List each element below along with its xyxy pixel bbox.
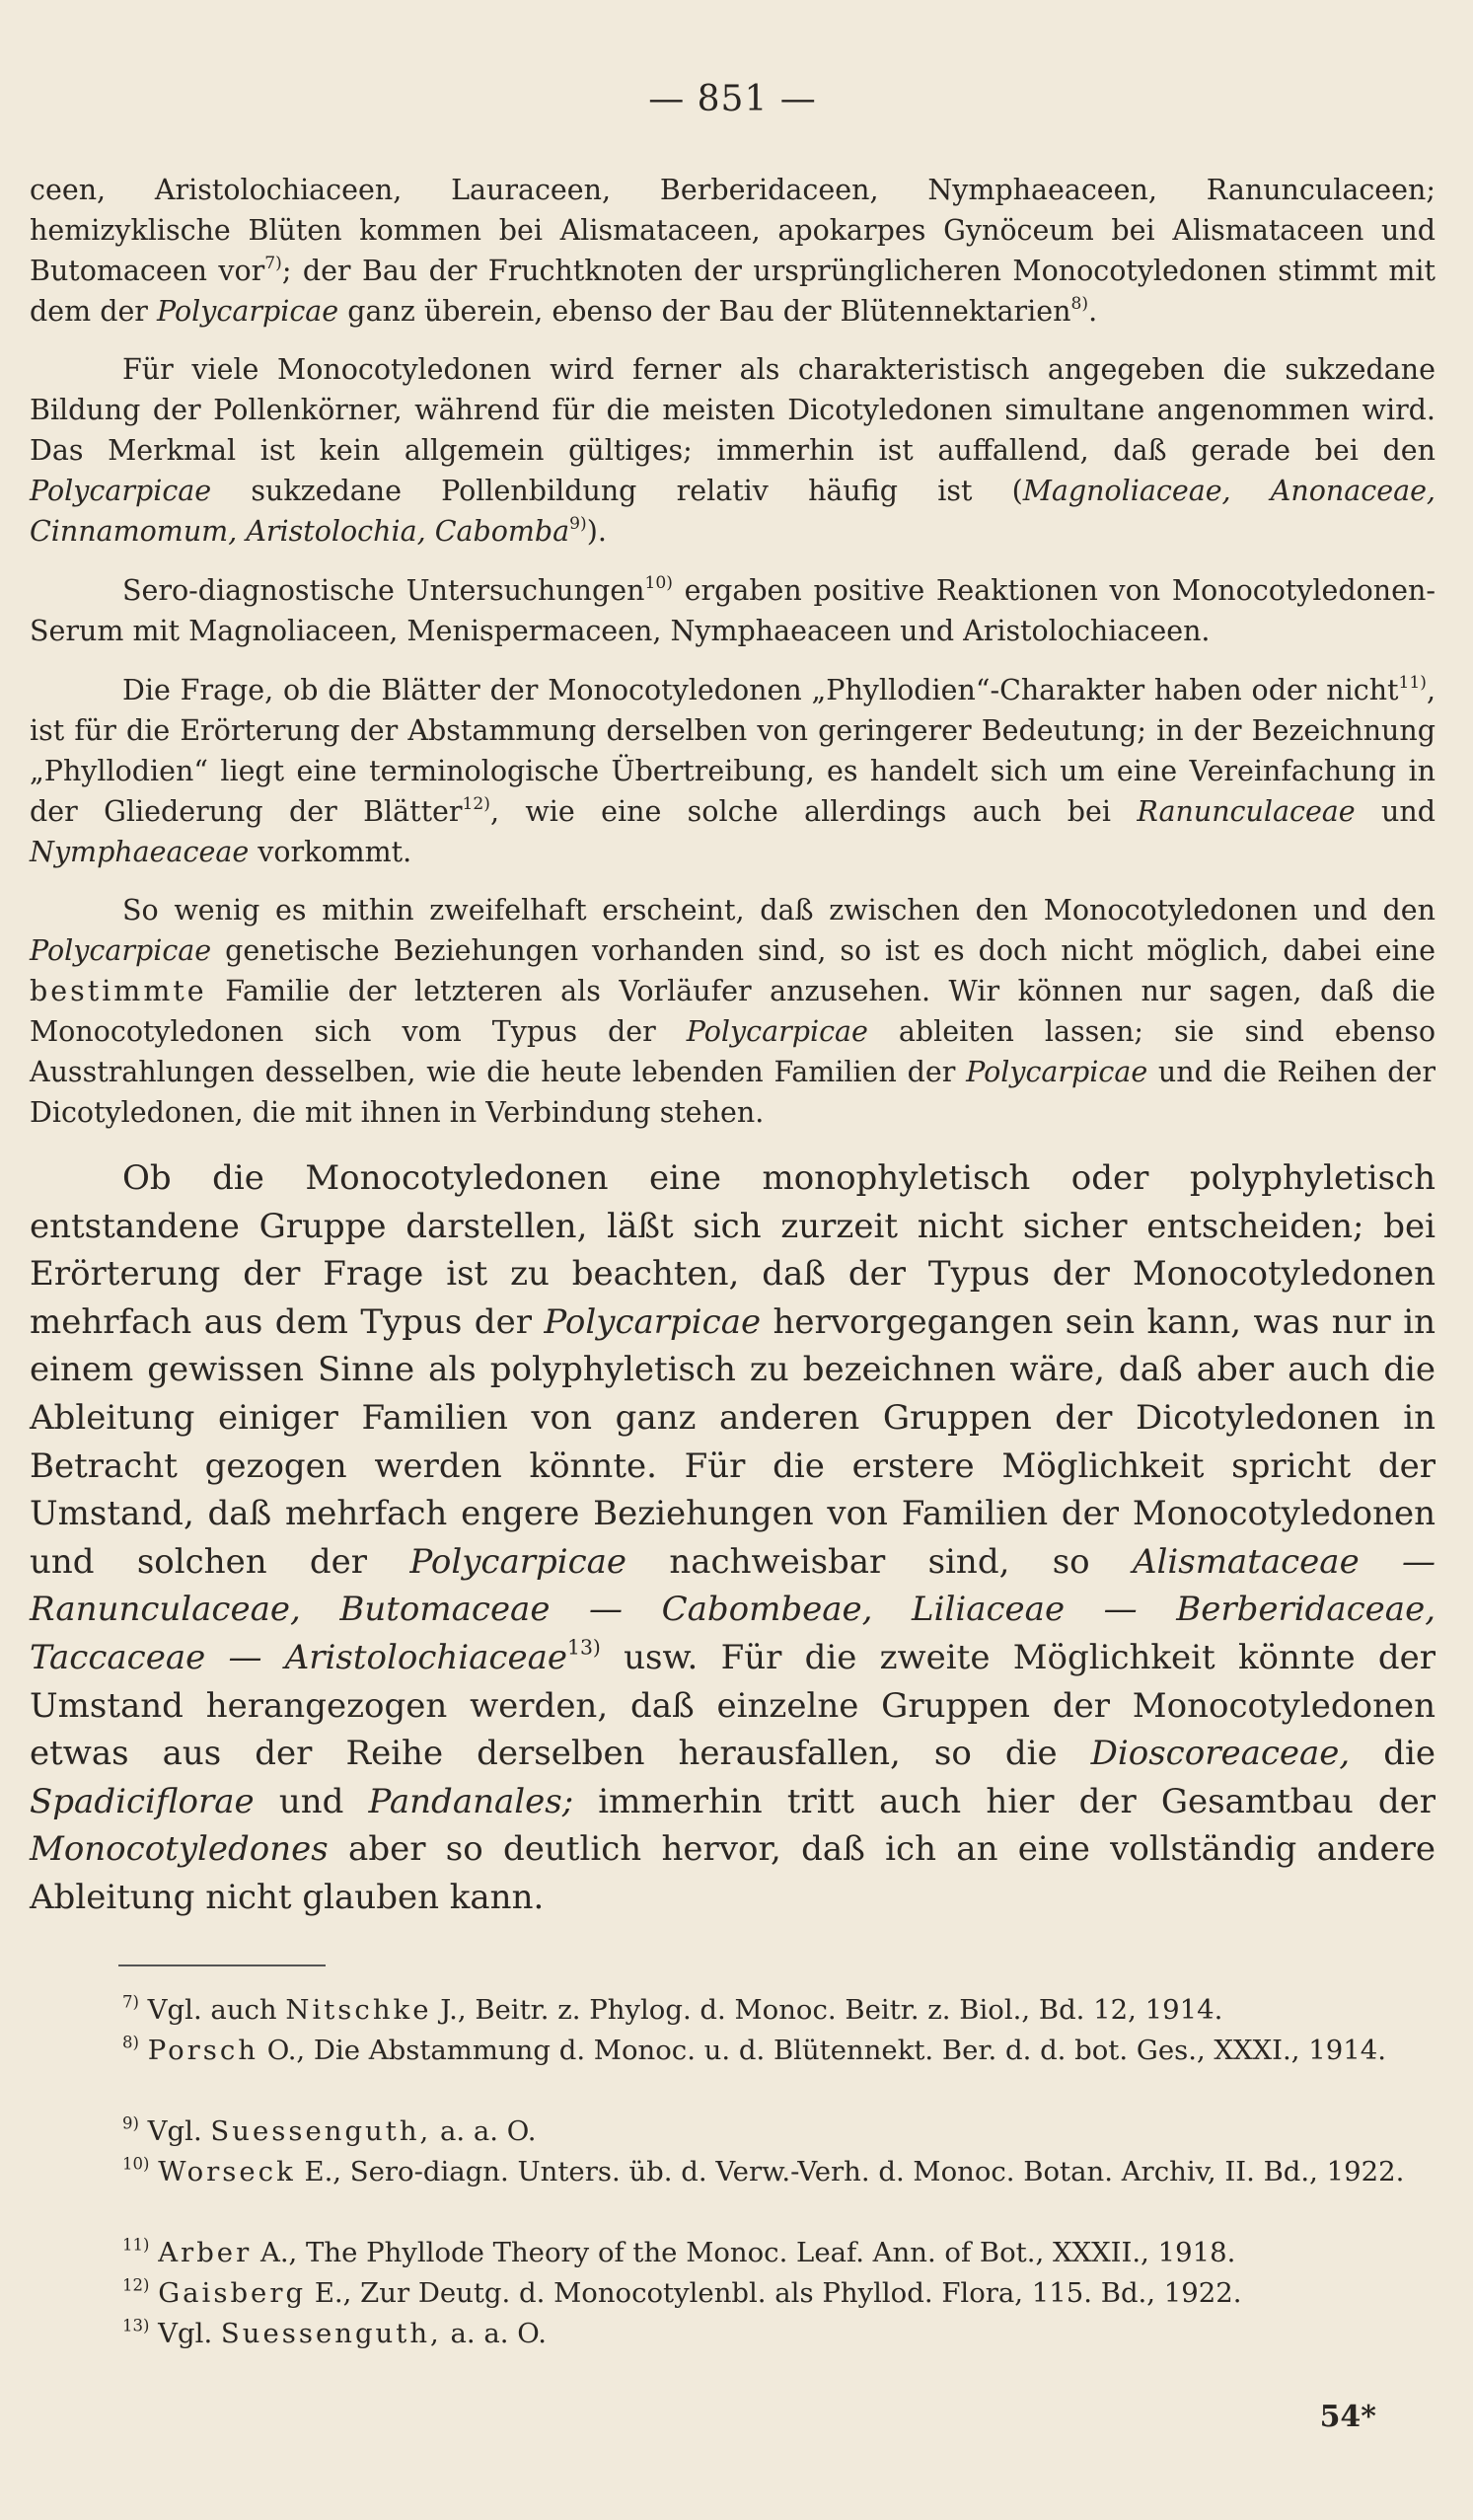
italic-run: Polycarpicae bbox=[30, 934, 212, 967]
text-run: E., Sero-diagn. Unters. üb. d. Verw.-Verh. d. Monoc. Botan. Archiv, II. Bd., 1922. bbox=[295, 2156, 1405, 2187]
spaced-run: Nitschke bbox=[285, 1994, 432, 2026]
footnote-divider bbox=[118, 1964, 326, 1966]
footnote-marker: 11) bbox=[122, 2235, 150, 2255]
footnote-11 bbox=[30, 2233, 1436, 2273]
footnote-marker: 11) bbox=[1398, 673, 1427, 694]
italic-run: Spadiciflorae bbox=[30, 1781, 255, 1821]
text-run: E., Zur Deutg. d. Monocotylenbl. als Phyllod. Flora, 115. Bd., 1922. bbox=[306, 2277, 1242, 2309]
footnote-marker: 13) bbox=[122, 2316, 150, 2335]
footnote-marker: 8) bbox=[122, 2033, 139, 2052]
italic-run: Polycarpicae bbox=[966, 1056, 1148, 1088]
paragraph-4 bbox=[30, 670, 1436, 872]
paragraph-1 bbox=[30, 170, 1436, 332]
text-run: usw. Für die zweite Möglichkeit könnte der Umstand herangezogen werden, daß einzelne Gruppen der Monocotyledonen etwas aus der Reihe derselben herausfallen, so die bbox=[30, 1637, 1436, 1774]
text-run: Vgl. auch bbox=[138, 1994, 286, 2026]
italic-run: Polycarpicae bbox=[686, 1015, 868, 1048]
text-run: vorkommt. bbox=[249, 836, 412, 868]
footnote-marker: 12) bbox=[462, 794, 490, 815]
footnote-marker: 10) bbox=[644, 573, 673, 594]
spaced-run: bestimmte bbox=[30, 975, 207, 1007]
italic-run: Polycarpicae bbox=[30, 475, 212, 507]
text-run: ceen, Aristolochiaceen, Lauraceen, Berberidaceen, Nymphaeaceen, Ranunculaceen; hemizyklische Blüten kommen bei Alismataceen, apokarpes Gynöceum bei Alismataceen und Butomaceen vor bbox=[30, 174, 1436, 287]
printer-signature: 54* bbox=[1319, 2400, 1376, 2434]
text-run: genetische Beziehungen vorhanden sind, so ist es doch nicht möglich, dabei eine bbox=[211, 934, 1436, 967]
text-run: ableiten lassen; sie sind ebenso Ausstrahlungen desselben, wie die heute lebenden Familien der bbox=[30, 1015, 1436, 1088]
footnote-9 bbox=[30, 2112, 1436, 2152]
text-run: Familie der letzteren als Vorläufer anzusehen. Wir können nur sagen, daß die Monocotyledonen sich vom Typus der bbox=[30, 975, 1436, 1048]
text-run: O., Die Abstammung d. Monoc. u. d. Blütennekt. Ber. d. d. bot. Ges., XXXI., 1914. bbox=[258, 2035, 1386, 2066]
spaced-run: Worseck bbox=[158, 2156, 296, 2187]
italic-run: Nymphaeaceae bbox=[30, 836, 250, 868]
footnote-13 bbox=[30, 2314, 1436, 2354]
text-run: und bbox=[1355, 795, 1436, 828]
page-number: — 851 — bbox=[648, 79, 817, 119]
text-run: sukzedane Pollenbildung relativ häufig ist ( bbox=[211, 475, 1023, 507]
text-run: immerhin tritt auch hier der Gesamtbau der bbox=[573, 1781, 1436, 1821]
text-run: die bbox=[1350, 1734, 1436, 1774]
text-run: ergaben positive Reaktionen von Monocotyledonen-Serum mit Magnoliaceen, Menispermaceen, Nymphaeaceen und Aristolochiaceen. bbox=[30, 574, 1436, 647]
footnote-marker: 9) bbox=[569, 514, 587, 535]
spaced-run: Gaisberg bbox=[158, 2277, 307, 2309]
paragraph-6 bbox=[30, 1154, 1436, 1922]
italic-run: Ranunculaceae bbox=[1137, 795, 1356, 828]
text-run: . bbox=[1088, 295, 1098, 328]
text-run: A., The Phyllode Theory of the Monoc. Leaf. Ann. of Bot., XXXII., 1918. bbox=[252, 2237, 1236, 2268]
text-run: Ob die Monocotyledonen eine monophyletisch oder polyphyletisch entstandene Gruppe darstellen, läßt sich zurzeit nicht sicher entscheiden; bei Erörterung der Frage ist zu beachten, daß der Typus der Monocotyledonen mehrfach aus dem Typus der bbox=[30, 1158, 1436, 1342]
italic-run: Dioscoreaceae, bbox=[1090, 1734, 1351, 1774]
footnote-marker: 9) bbox=[122, 2113, 139, 2133]
footnote-7 bbox=[30, 1990, 1436, 2031]
text-run: hervorgegangen sein kann, was nur in einem gewissen Sinne als polyphyletisch zu bezeichnen wäre, daß aber auch die Ableitung einiger Familien von ganz anderen Gruppen der Dicotyledonen in Betracht gezogen werden könnte. Für die erstere Möglichkeit spricht der Umstand, daß mehrfach engere Beziehungen von Familien der Monocotyledonen und solchen der bbox=[30, 1301, 1436, 1582]
footnote-10 bbox=[30, 2152, 1436, 2192]
italic-run: Magnoliaceae, Anonaceae, Cinnamomum, Aristolochia, Cabomba bbox=[30, 475, 1436, 548]
italic-run: Pandanales; bbox=[368, 1781, 574, 1821]
text-run bbox=[149, 2156, 158, 2187]
footnote-marker: 8) bbox=[1070, 294, 1089, 315]
italic-run: Polycarpicae bbox=[157, 295, 339, 328]
text-run: Für viele Monocotyledonen wird ferner als charakteristisch angegeben die sukzedane Bildung der Pollenkörner, während für die meisten Dicotyledonen simultane angenommen wird. Das Merkmal ist kein allgemein gültiges; immerhin ist auffallend, daß gerade bei den bbox=[30, 353, 1436, 467]
text-run bbox=[139, 2035, 148, 2066]
text-run: ganz überein, ebenso der Bau der Blütennektarien bbox=[338, 295, 1071, 328]
text-run: nachweisbar sind, so bbox=[626, 1541, 1133, 1582]
text-run: ). bbox=[586, 515, 607, 548]
text-run: , wie eine solche allerdings auch bei bbox=[489, 795, 1138, 828]
italic-run: Alismataceae — Ranunculaceae, Butomaceae — Cabombeae, Liliaceae — Berberidaceae, Taccaceae — Aristolochiaceae bbox=[30, 1541, 1436, 1677]
text-run: a. a. O. bbox=[441, 2318, 547, 2349]
text-run: a. a. O. bbox=[431, 2115, 537, 2147]
footnote-marker: 12) bbox=[122, 2275, 150, 2295]
italic-run: Monocotyledones bbox=[30, 1829, 329, 1870]
paragraph-5 bbox=[30, 890, 1436, 1133]
spaced-run: Arber bbox=[158, 2237, 253, 2268]
text-run: und die Reihen der Dicotyledonen, die mit ihnen in Verbindung stehen. bbox=[30, 1056, 1436, 1129]
footnote-12 bbox=[30, 2273, 1436, 2314]
spaced-run: Porsch bbox=[147, 2035, 259, 2066]
footnote-marker: 7) bbox=[122, 1992, 139, 2012]
footnote-8 bbox=[30, 2031, 1436, 2071]
italic-run: Polycarpicae bbox=[409, 1541, 627, 1582]
text-run: Sero-diagnostische Untersuchungen bbox=[122, 574, 645, 607]
text-run bbox=[149, 2237, 158, 2268]
text-run: Die Frage, ob die Blätter der Monocotyledonen „Phyllodien“-Charakter haben oder nicht bbox=[122, 674, 1399, 706]
paragraph-2 bbox=[30, 349, 1436, 552]
text-run: ; der Bau der Fruchtknoten der ursprünglicheren Monocotyledonen stimmt mit dem der bbox=[30, 255, 1436, 328]
footnote-marker: 13) bbox=[566, 1635, 601, 1660]
text-run: und bbox=[254, 1781, 369, 1821]
text-run: Vgl. bbox=[138, 2115, 211, 2147]
text-run: J., Beitr. z. Phylog. d. Monoc. Beitr. z. Biol., Bd. 12, 1914. bbox=[431, 1994, 1223, 2026]
spaced-run: Suessenguth, bbox=[220, 2318, 442, 2349]
text-run: Vgl. bbox=[149, 2318, 221, 2349]
text-run: So wenig es mithin zweifelhaft erscheint, daß zwischen den Monocotyledonen und den bbox=[122, 894, 1436, 926]
footnote-marker: 7) bbox=[264, 254, 282, 274]
paragraph-3 bbox=[30, 570, 1436, 651]
italic-run: Polycarpicae bbox=[544, 1301, 762, 1342]
spaced-run: Suessenguth, bbox=[210, 2115, 432, 2147]
footnote-marker: 10) bbox=[122, 2154, 150, 2174]
text-run: , ist für die Erörterung der Abstammung derselben von geringerer Bedeutung; in der Bezeichnung „Phyllodien“ liegt eine terminologische Übertreibung, es handelt sich um eine Vereinfachung in der Gliederung der Blätter bbox=[30, 674, 1436, 828]
text-run bbox=[149, 2277, 158, 2309]
text-run: aber so deutlich hervor, daß ich an eine vollständig andere Ableitung nicht glauben kann. bbox=[30, 1829, 1436, 1917]
